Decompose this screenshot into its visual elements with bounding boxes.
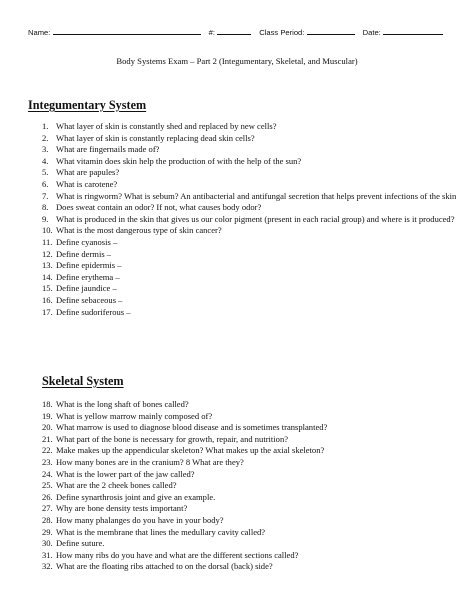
question-item xyxy=(42,434,464,446)
question-item xyxy=(42,179,464,191)
question-number: 32. xyxy=(42,561,53,572)
question-number: 12. xyxy=(42,248,53,259)
question-text: What is the most dangerous type of skin cancer? xyxy=(56,225,222,236)
question-text: What are papules? xyxy=(56,167,120,178)
question-text: What layer of skin is constantly replacing dead skin cells? xyxy=(56,132,255,143)
question-item xyxy=(42,167,464,179)
question-item xyxy=(42,422,464,434)
question-item xyxy=(42,214,464,226)
question-item xyxy=(42,480,464,492)
question-item xyxy=(42,492,464,504)
question-number: 15. xyxy=(42,283,53,294)
question-text: Define sebaceous – xyxy=(56,294,123,305)
question-number: 2. xyxy=(42,132,49,143)
question-item xyxy=(42,527,464,539)
question-text: What are the floating ribs attached to on the dorsal (back) side? xyxy=(56,561,273,572)
number-blank xyxy=(217,27,251,35)
question-number: 18. xyxy=(42,399,53,409)
question-number: 16. xyxy=(42,294,53,305)
question-number: 23. xyxy=(42,456,53,467)
question-text: Make makes up the appendicular skeleton? What makes up the axial skeleton? xyxy=(56,445,325,456)
question-item xyxy=(42,121,464,133)
question-number: 26. xyxy=(42,491,53,502)
question-number: 11. xyxy=(42,236,53,247)
question-text: What are the 2 cheek bones called? xyxy=(56,480,177,491)
question-number: 14. xyxy=(42,271,53,282)
question-text: Define sudoriferous – xyxy=(56,306,131,317)
question-text: Define epidermis – xyxy=(56,260,122,271)
question-item xyxy=(42,202,464,214)
question-number: 8. xyxy=(42,202,49,213)
name-label: Name: xyxy=(28,28,51,37)
question-number: 1. xyxy=(42,121,49,131)
question-number: 17. xyxy=(42,306,53,317)
skeletal-question-list xyxy=(42,399,464,573)
question-text: Define dermis – xyxy=(56,248,112,259)
question-item xyxy=(42,144,464,156)
question-text: Define suture. xyxy=(56,538,105,549)
question-text: Define synarthrosis joint and give an example. xyxy=(56,491,216,502)
question-text: What layer of skin is constantly shed and replaced by new cells? xyxy=(56,121,277,131)
student-info-header xyxy=(28,27,458,37)
question-item xyxy=(42,411,464,423)
number-label: #: xyxy=(208,28,215,37)
question-number: 28. xyxy=(42,514,53,525)
question-text: How many phalanges do you have in your body? xyxy=(56,514,224,525)
question-item xyxy=(42,550,464,562)
question-number: 27. xyxy=(42,503,53,514)
question-text: How many ribs do you have and what are the different sections called? xyxy=(56,549,299,560)
question-text: What is produced in the skin that gives us our color pigment (present in each racial group) and where is it produced? xyxy=(56,213,455,224)
question-item xyxy=(42,249,464,261)
question-number: 31. xyxy=(42,549,53,560)
question-item xyxy=(42,515,464,527)
question-item xyxy=(42,133,464,145)
question-number: 20. xyxy=(42,422,53,433)
question-number: 21. xyxy=(42,433,53,444)
question-number: 29. xyxy=(42,526,53,537)
question-text: Does sweat contain an odor? If not, what causes body odor? xyxy=(56,202,262,213)
question-item xyxy=(42,295,464,307)
question-number: 24. xyxy=(42,468,53,479)
question-item xyxy=(42,561,464,573)
question-number: 10. xyxy=(42,225,53,236)
question-text: What is yellow marrow mainly composed of? xyxy=(56,410,213,421)
question-item xyxy=(42,237,464,249)
question-text: What are fingernails made of? xyxy=(56,144,160,155)
question-item xyxy=(42,399,464,411)
question-text: What vitamin does skin help the production of with the help of the sun? xyxy=(56,155,302,166)
question-item xyxy=(42,469,464,481)
question-number: 3. xyxy=(42,144,49,155)
question-item xyxy=(42,307,464,319)
class-period-label: Class Period: xyxy=(259,28,305,37)
question-text: What is carotene? xyxy=(56,178,118,189)
question-number: 22. xyxy=(42,445,53,456)
question-item xyxy=(42,445,464,457)
question-number: 13. xyxy=(42,260,53,271)
question-item xyxy=(42,156,464,168)
question-number: 7. xyxy=(42,190,49,201)
class-period-blank xyxy=(307,27,355,35)
question-number: 4. xyxy=(42,155,49,166)
question-text: What is the lower part of the jaw called? xyxy=(56,468,195,479)
question-item xyxy=(42,191,464,203)
question-item xyxy=(42,538,464,550)
question-text: What marrow is used to diagnose blood disease and is sometimes transplanted? xyxy=(56,422,328,433)
integumentary-heading: Integumentary System xyxy=(28,98,147,112)
question-text: Define jaundice – xyxy=(56,283,117,294)
exam-title: Body Systems Exam – Part 2 (Integumentary, Skeletal, and Muscular) xyxy=(116,56,358,66)
integumentary-question-list xyxy=(42,121,464,318)
question-item xyxy=(42,457,464,469)
question-item xyxy=(42,503,464,515)
question-item xyxy=(42,225,464,237)
question-text: What part of the bone is necessary for growth, repair, and nutrition? xyxy=(56,433,289,444)
question-text: Define cyanosis – xyxy=(56,236,118,247)
name-blank xyxy=(53,27,201,35)
question-text: What is ringworm? What is sebum? An antibacterial and antifungal secretion that helps prevent infections of the skin xyxy=(56,190,457,201)
question-number: 19. xyxy=(42,410,53,421)
question-text: Why are bone density tests important? xyxy=(56,503,188,514)
skeletal-heading: Skeletal System xyxy=(42,374,124,388)
question-number: 9. xyxy=(42,213,49,224)
question-text: What is the long shaft of bones called? xyxy=(56,399,189,409)
question-number: 5. xyxy=(42,167,49,178)
question-text: How many bones are in the cranium? 8 What are they? xyxy=(56,456,244,467)
question-text: What is the membrane that lines the medullary cavity called? xyxy=(56,526,266,537)
question-number: 25. xyxy=(42,480,53,491)
question-number: 30. xyxy=(42,538,53,549)
question-item xyxy=(42,283,464,295)
date-blank xyxy=(383,27,443,35)
question-item xyxy=(42,260,464,272)
question-number: 6. xyxy=(42,178,49,189)
question-text: Define erythema – xyxy=(56,271,120,282)
date-label: Date: xyxy=(362,28,381,37)
question-item xyxy=(42,272,464,284)
